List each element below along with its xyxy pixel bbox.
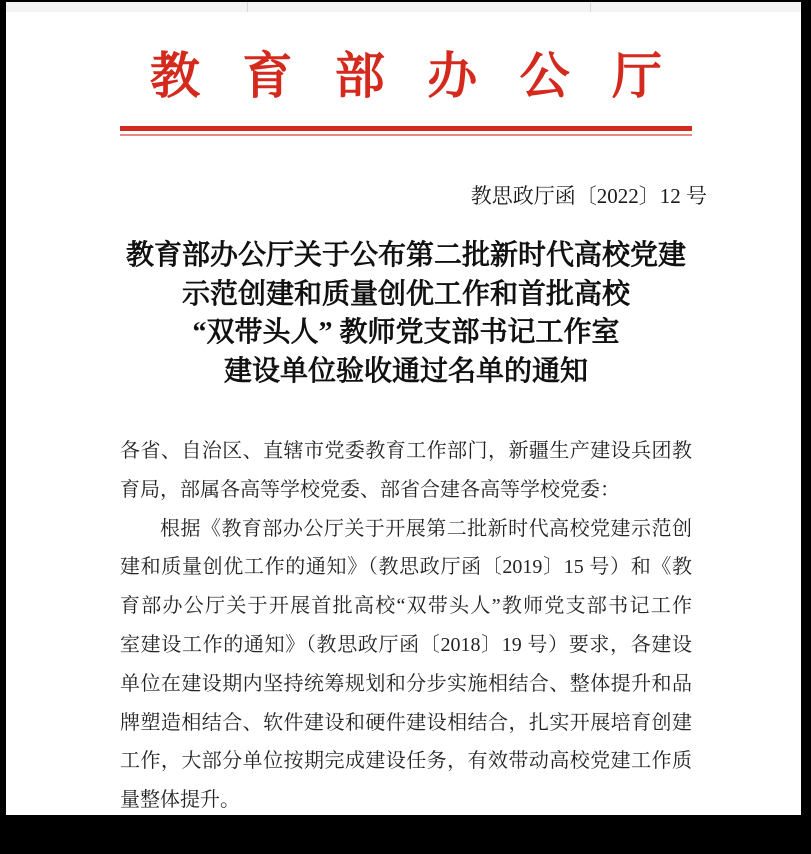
document-body bbox=[120, 432, 692, 815]
body-line: 各省、自治区、直辖市党委教育工作部门，新疆生产建设兵团教 bbox=[120, 440, 692, 462]
scan-artifact-divider bbox=[590, 2, 591, 12]
red-rule-thin bbox=[120, 134, 692, 136]
body-line: 育部办公厅关于开展首批高校“双带头人”教师党支部书记工作 bbox=[120, 595, 692, 618]
body-line: 量整体提升。 bbox=[120, 789, 240, 812]
title-line-4: 建设单位验收通过名单的通知 bbox=[223, 355, 588, 387]
agency-name-heading: 教育部办公厅 bbox=[150, 48, 662, 104]
document-title bbox=[120, 237, 692, 391]
title-line-2: 示范创建和质量创优工作和首批高校 bbox=[181, 278, 630, 310]
title-line-3: “双带头人” 教师党支部书记工作室 bbox=[192, 317, 620, 348]
body-line: 牌塑造相结合、软件建设和硬件建设相结合，扎实开展培育创建 bbox=[120, 711, 692, 734]
document-content bbox=[6, 12, 801, 815]
red-separator-rule bbox=[120, 126, 692, 136]
title-line-1: 教育部办公厅关于公布第二批新时代高校党建 bbox=[125, 240, 686, 271]
body-line: 室建设工作的通知》（教思政厅函〔2018〕19 号）要求，各建设 bbox=[120, 633, 692, 656]
body-line: 育局，部属各高等学校党委、部省合建各高等学校党委： bbox=[120, 478, 620, 501]
body-line: 根据《教育部办公厅关于开展第二批新时代高校党建示范创 bbox=[160, 517, 692, 540]
body-line: 工作，大部分单位按期完成建设任务，有效带动高校党建工作质 bbox=[120, 750, 692, 773]
body-line: 单位在建设期内坚持统筹规划和分步实施相结合、整体提升和品 bbox=[120, 672, 692, 695]
document-page bbox=[6, 12, 801, 815]
doc-number: 教思政厅函〔2022〕12 号 bbox=[470, 184, 707, 208]
scan-artifact-divider bbox=[247, 2, 248, 12]
body-line: 建和质量创优工作的通知》（教思政厅函〔2019〕15 号）和《教 bbox=[120, 556, 692, 579]
